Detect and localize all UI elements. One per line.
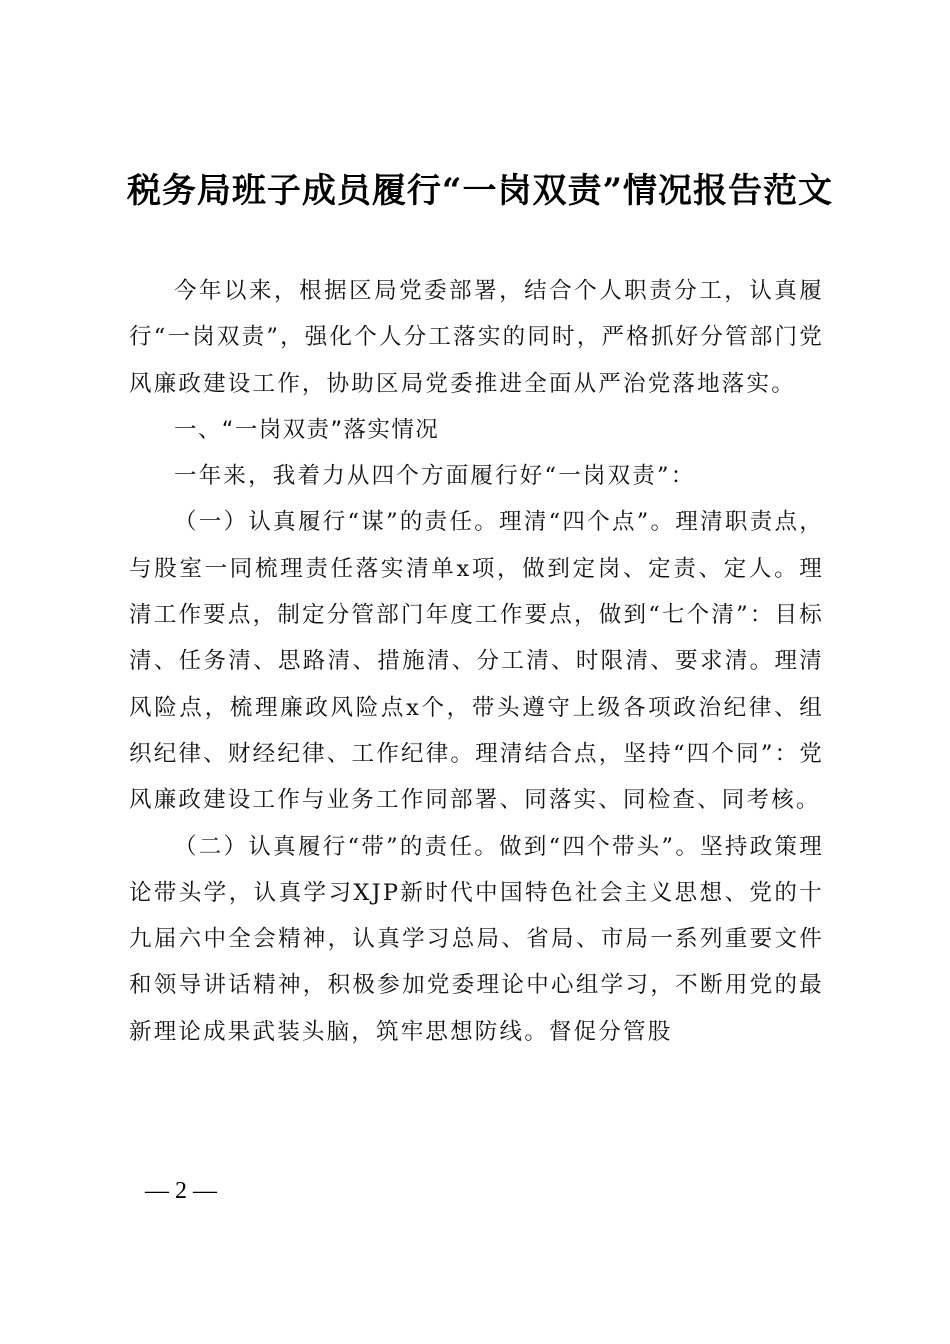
document-body	[129, 268, 824, 1055]
document-title: 税务局班子成员履行“一岗双责”情况报告范文	[126, 171, 834, 211]
intro-paragraph: 今年以来，根据区局党委部署，结合个人职责分工，认真履行“一岗双责”，强化个人分工落实的同时，严格抓好分管部门党风廉政建设工作，协助区局党委推进全面从严治党落地落实。	[129, 278, 824, 397]
body-paragraph: （一）认真履行“谋”的责任。理清“四个点”。理清职责点，与股室一同梳理责任落实清单x项，做到定岗、定责、定人。理清工作要点，制定分管部门年度工作要点，做到“七个清”：目标清、任务清、思路清、措施清、分工清、时限清、要求清。理清风险点，梳理廉政风险点x个，带头遵守上级各项政治纪律、组织纪律、财经纪律、工作纪律。理清结合点，坚持“四个同”：党风廉政建设工作与业务工作同部署、同落实、同检查、同考核。	[129, 509, 824, 814]
body-paragraph: 一年来，我着力从四个方面履行好“一岗双责”：	[174, 463, 696, 490]
page-number: — 2 —	[145, 1178, 217, 1204]
section-heading: 一、“一岗双责”落实情况	[174, 416, 440, 443]
body-paragraph: （二）认真履行“带”的责任。做到“四个带头”。坚持政策理论带头学，认真学习XJP新时代中国特色社会主义思想、党的十九届六中全会精神，认真学习总局、省局、市局一系列重要文件和领导讲话精神，积极参加党委理论中心组学习，不断用党的最新理论成果武装头脑，筑牢思想防线。督促分管股	[129, 833, 824, 1045]
